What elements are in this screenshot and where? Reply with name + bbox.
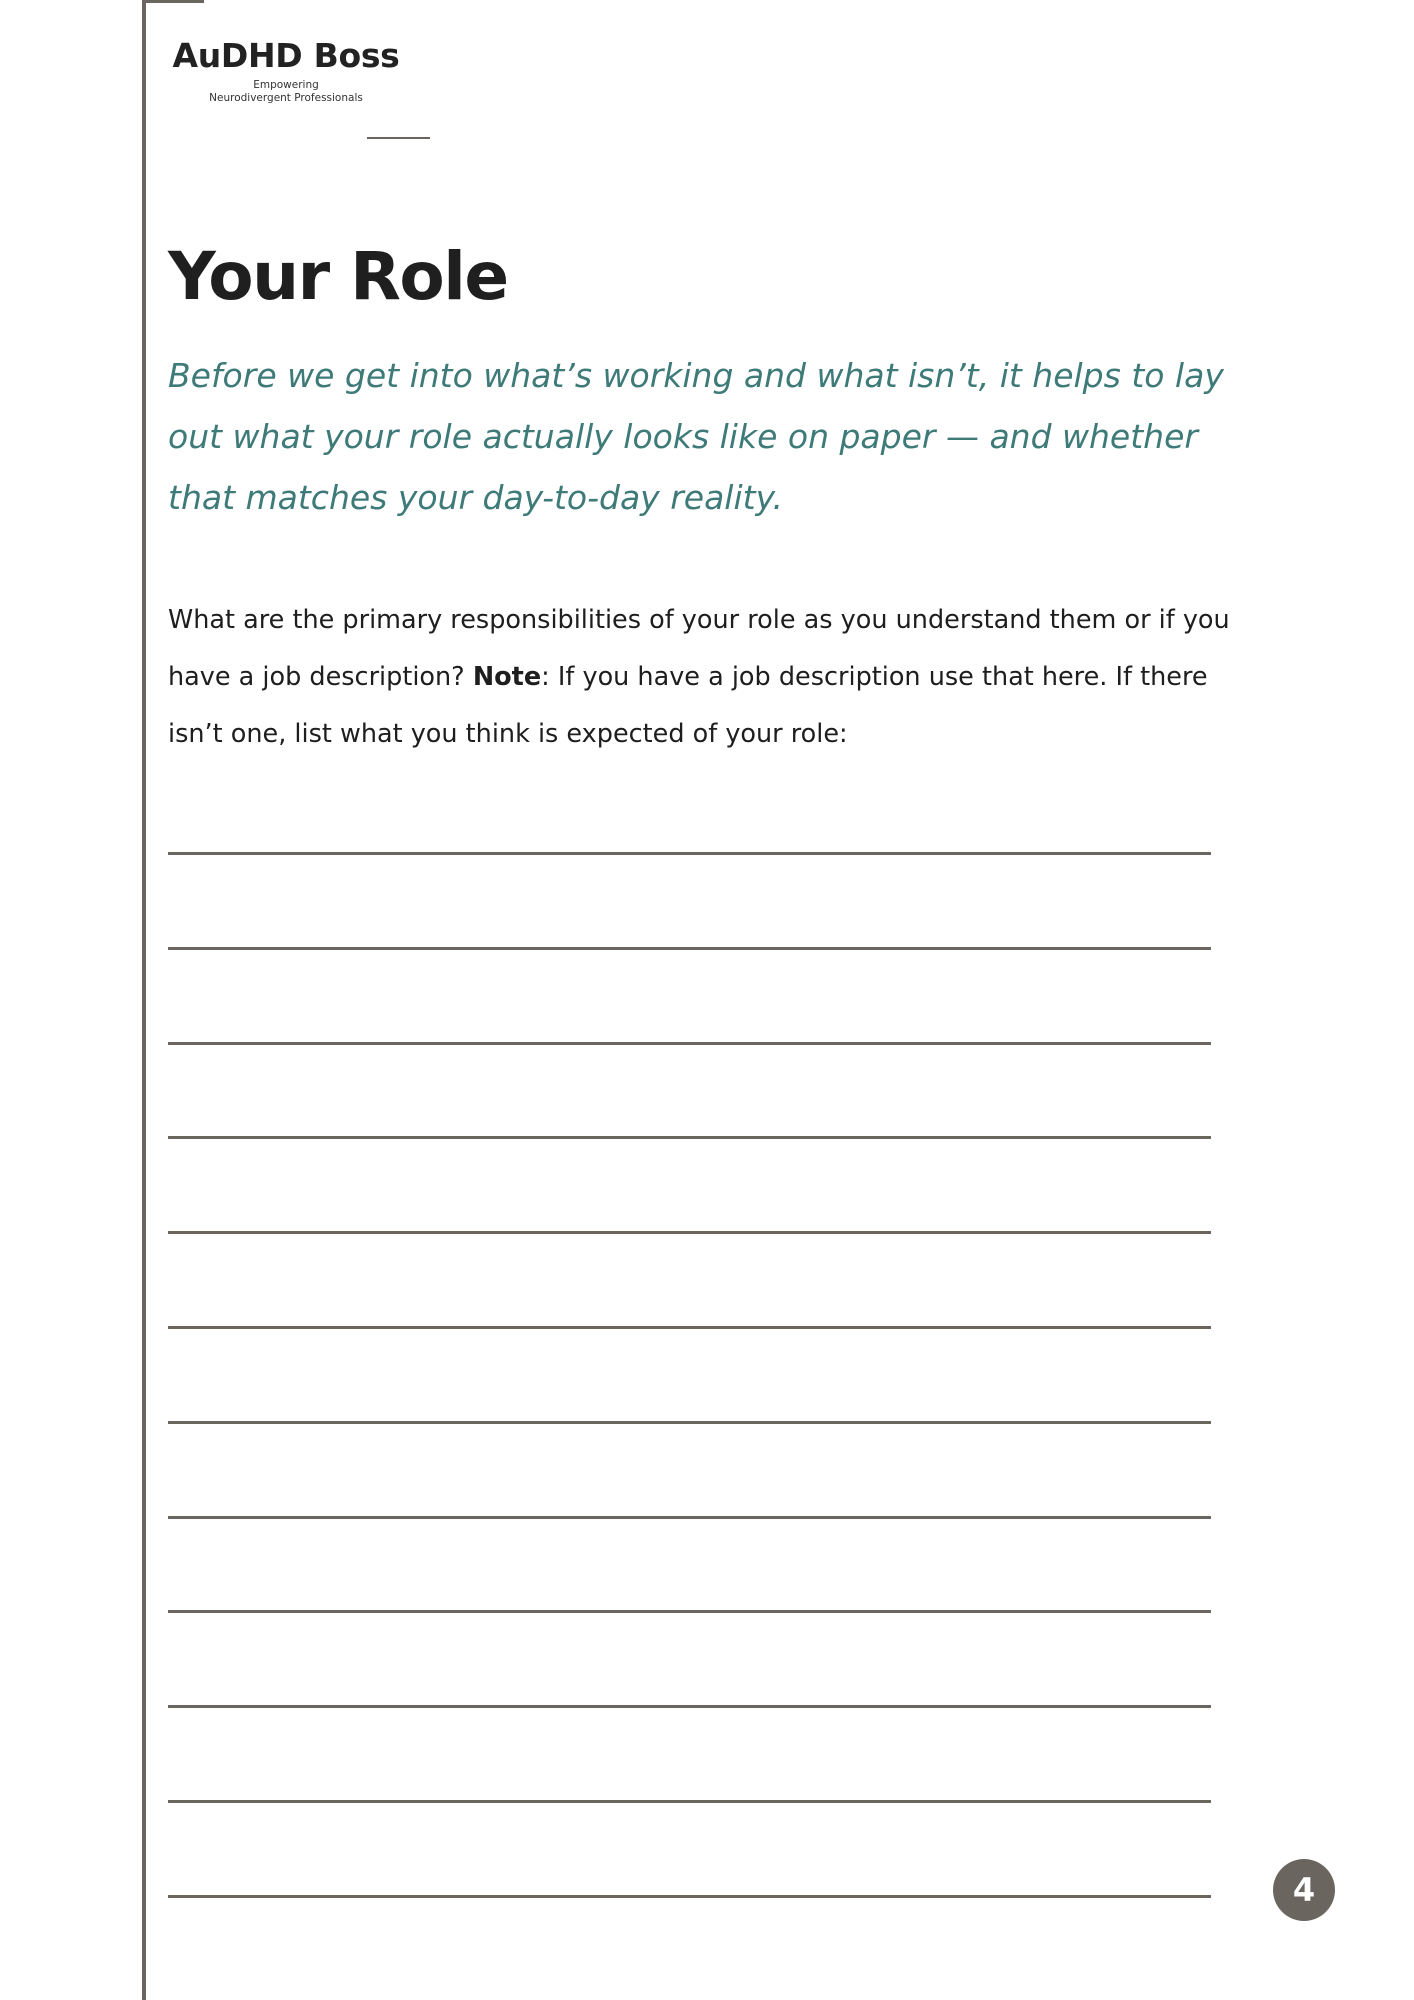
writing-line[interactable] (168, 852, 1211, 855)
writing-line[interactable] (168, 1326, 1211, 1329)
writing-line[interactable] (168, 1421, 1211, 1424)
page-number-badge: 4 (1273, 1859, 1335, 1921)
brand-tagline-line2: Neurodivergent Professionals (209, 92, 363, 104)
writing-line[interactable] (168, 1516, 1211, 1519)
writing-line[interactable] (168, 1705, 1211, 1708)
brand-logo (150, 34, 422, 104)
question-prompt (168, 592, 1258, 763)
writing-line[interactable] (168, 1610, 1211, 1613)
writing-line[interactable] (168, 1136, 1211, 1139)
brand-divider (367, 137, 430, 139)
top-corner-rule (142, 0, 204, 3)
writing-line[interactable] (168, 1800, 1211, 1803)
writing-line[interactable] (168, 1231, 1211, 1234)
left-margin-rule (142, 0, 146, 2000)
brand-tagline-line1: Empowering (253, 79, 319, 91)
writing-line[interactable] (168, 1042, 1211, 1045)
writing-line[interactable] (168, 947, 1211, 950)
brand-name: AuDHD Boss (172, 36, 400, 75)
page-title: Your Role (168, 238, 508, 315)
writing-line[interactable] (168, 1895, 1211, 1898)
note-label: Note (472, 662, 542, 692)
intro-text: Before we get into what’s working and what isn’t, it helps to lay out what your role actually looks like on paper — and whether that matches your day-to-day reality. (168, 356, 1224, 517)
question-text: What are the primary responsibilities of your role as you understand them or if you have a job description? (168, 605, 1230, 692)
question-note-text: : If you have a job description use that here. If there isn’t one, list what you think is expected of your role: (168, 662, 1208, 749)
